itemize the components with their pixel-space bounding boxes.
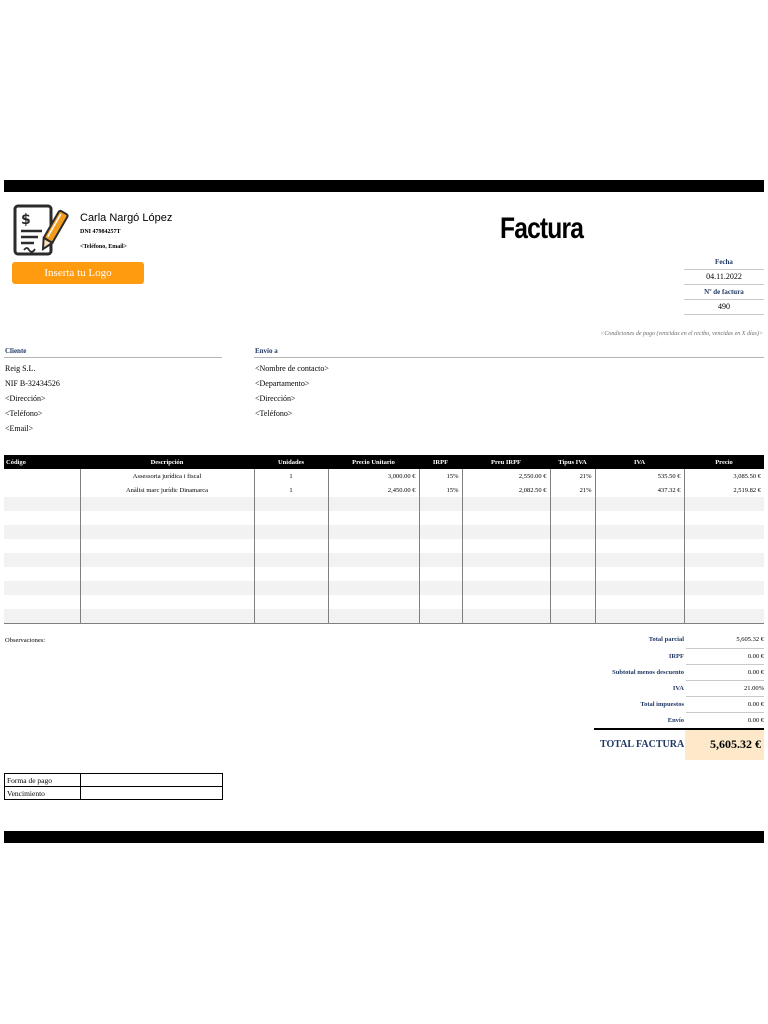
- cell-empty[interactable]: [684, 525, 764, 539]
- cell-empty[interactable]: [419, 609, 462, 624]
- cell-empty[interactable]: [595, 581, 684, 595]
- client-email: <Email>: [5, 424, 34, 433]
- cell-empty[interactable]: [462, 609, 550, 624]
- cell-empty[interactable]: [595, 511, 684, 525]
- cell-empty[interactable]: [419, 581, 462, 595]
- payment-method-row: [5, 774, 223, 787]
- total-taxes-value: 0.00 €: [747, 701, 764, 708]
- vat-rate-label: IVA: [672, 685, 684, 692]
- due-date-field[interactable]: [81, 787, 223, 800]
- cell-empty[interactable]: [684, 511, 764, 525]
- totals-divider: [686, 680, 764, 681]
- cell-empty[interactable]: [4, 497, 80, 511]
- cell-code[interactable]: [4, 469, 80, 483]
- discount-subtotal-label: Subtotal menos descuento: [612, 669, 684, 676]
- col-header-vat: IVA: [595, 455, 684, 469]
- cell-empty[interactable]: [595, 595, 684, 609]
- cell-irpf-price[interactable]: 2,550.00 €: [462, 469, 550, 483]
- items-table: [4, 455, 764, 624]
- svg-text:$: $: [21, 212, 31, 228]
- cell-empty[interactable]: [462, 539, 550, 553]
- ship-contact-name: <Nombre de contacto>: [255, 364, 329, 373]
- cell-empty[interactable]: [684, 553, 764, 567]
- due-date-label: Vencimiento: [5, 787, 81, 800]
- cell-units[interactable]: 1: [254, 469, 328, 483]
- cell-empty[interactable]: [80, 525, 254, 539]
- cell-empty[interactable]: [462, 553, 550, 567]
- bottom-divider-bar: [4, 831, 764, 843]
- totals-divider: [686, 664, 764, 665]
- subtotal-label: Total parcial: [648, 636, 684, 643]
- col-header-irpf: IRPF: [419, 455, 462, 469]
- cell-empty[interactable]: [254, 609, 328, 624]
- cell-empty[interactable]: [550, 567, 595, 581]
- cell-empty[interactable]: [550, 497, 595, 511]
- cell-price[interactable]: 2,519.82 €: [684, 483, 764, 497]
- meta-divider: [684, 314, 764, 315]
- cell-irpf-price[interactable]: 2,082.50 €: [462, 483, 550, 497]
- cell-empty[interactable]: [684, 581, 764, 595]
- table-row-empty: [4, 553, 764, 567]
- invoice-document-pen-icon: [12, 204, 70, 258]
- cell-unit-price[interactable]: 2,450.00 €: [328, 483, 419, 497]
- client-nif: NIF B-32434526: [5, 379, 60, 388]
- table-row-empty: [4, 567, 764, 581]
- totals-divider: [686, 712, 764, 713]
- cell-empty[interactable]: [595, 567, 684, 581]
- top-divider-bar: [4, 180, 764, 192]
- cell-empty[interactable]: [328, 567, 419, 581]
- ship-department: <Departamento>: [255, 379, 310, 388]
- invoice-number-label: Nº de factura: [704, 288, 744, 296]
- cell-empty[interactable]: [462, 595, 550, 609]
- cell-empty[interactable]: [595, 539, 684, 553]
- cell-empty[interactable]: [684, 539, 764, 553]
- items-header-row: [4, 455, 764, 469]
- cell-empty[interactable]: [80, 511, 254, 525]
- cell-empty[interactable]: [80, 567, 254, 581]
- cell-empty[interactable]: [80, 609, 254, 624]
- cell-empty[interactable]: [595, 525, 684, 539]
- client-address: <Dirección>: [5, 394, 46, 403]
- cell-empty[interactable]: [4, 595, 80, 609]
- cell-empty[interactable]: [684, 595, 764, 609]
- company-contact: <Teléfono, Email>: [80, 244, 127, 250]
- cell-empty[interactable]: [4, 581, 80, 595]
- cell-empty[interactable]: [419, 525, 462, 539]
- observations-label: Observaciones:: [5, 637, 46, 644]
- cell-irpf[interactable]: 15%: [419, 469, 462, 483]
- insert-logo-button[interactable]: Inserta tu Logo: [12, 262, 144, 284]
- col-header-vat-type: Tipus IVA: [550, 455, 595, 469]
- cell-empty[interactable]: [684, 567, 764, 581]
- ship-to-heading: Envío a: [255, 347, 278, 355]
- cell-empty[interactable]: [550, 511, 595, 525]
- totals-divider: [686, 696, 764, 697]
- cell-empty[interactable]: [4, 553, 80, 567]
- cell-vat[interactable]: 437.32 €: [595, 483, 684, 497]
- grand-total-value: 5,605.32 €: [710, 737, 761, 751]
- cell-empty[interactable]: [328, 581, 419, 595]
- cell-price[interactable]: 3,085.50 €: [684, 469, 764, 483]
- table-row: [4, 483, 764, 497]
- table-row: [4, 469, 764, 483]
- cell-empty[interactable]: [419, 497, 462, 511]
- company-dni: DNI 47984257T: [80, 229, 121, 235]
- cell-unit-price[interactable]: 3,000.00 €: [328, 469, 419, 483]
- col-header-units: Unidades: [254, 455, 328, 469]
- cell-empty[interactable]: [550, 581, 595, 595]
- cell-empty[interactable]: [80, 553, 254, 567]
- cell-empty[interactable]: [4, 525, 80, 539]
- cell-empty[interactable]: [328, 595, 419, 609]
- table-row-empty: [4, 581, 764, 595]
- cell-empty[interactable]: [80, 539, 254, 553]
- payment-info-table: [4, 773, 223, 800]
- cell-description[interactable]: Anàlisi marc jurídic Dinamarca: [80, 483, 254, 497]
- cell-vat-type[interactable]: 21%: [550, 483, 595, 497]
- cell-empty[interactable]: [462, 581, 550, 595]
- cell-empty[interactable]: [419, 539, 462, 553]
- cell-empty[interactable]: [595, 553, 684, 567]
- cell-empty[interactable]: [550, 539, 595, 553]
- cell-empty[interactable]: [80, 595, 254, 609]
- due-date-row: [5, 787, 223, 800]
- cell-empty[interactable]: [550, 553, 595, 567]
- table-row-empty: [4, 595, 764, 609]
- grand-total-label: TOTAL FACTURA: [600, 739, 685, 750]
- cell-irpf[interactable]: 15%: [419, 483, 462, 497]
- col-header-price: Precio: [684, 455, 764, 469]
- meta-divider: [684, 284, 764, 285]
- col-header-unit-price: Precio Unitario: [328, 455, 419, 469]
- cell-empty[interactable]: [4, 539, 80, 553]
- cell-empty[interactable]: [419, 595, 462, 609]
- cell-empty[interactable]: [328, 511, 419, 525]
- table-row-empty: [4, 609, 764, 624]
- table-row-empty: [4, 539, 764, 553]
- cell-empty[interactable]: [462, 567, 550, 581]
- client-phone: <Teléfono>: [5, 409, 43, 418]
- client-divider: [4, 357, 222, 358]
- ship-to-divider: [254, 357, 764, 358]
- cell-empty[interactable]: [462, 525, 550, 539]
- payment-terms: <Condiciones de pago (vencidas en el recibo, vencidas en X días)>: [600, 331, 763, 337]
- date-label: Fecha: [715, 258, 733, 266]
- cell-empty[interactable]: [462, 497, 550, 511]
- cell-empty[interactable]: [80, 497, 254, 511]
- cell-empty[interactable]: [419, 511, 462, 525]
- table-row-empty: [4, 497, 764, 511]
- cell-empty[interactable]: [254, 553, 328, 567]
- subtotal-value: 5,605.32 €: [736, 636, 764, 643]
- cell-empty[interactable]: [328, 609, 419, 624]
- col-header-code: Código: [4, 455, 80, 469]
- cell-empty[interactable]: [550, 595, 595, 609]
- cell-empty[interactable]: [254, 595, 328, 609]
- meta-divider: [684, 299, 764, 300]
- cell-empty[interactable]: [254, 525, 328, 539]
- invoice-date: 04.11.2022: [706, 272, 742, 281]
- cell-empty[interactable]: [462, 511, 550, 525]
- cell-units[interactable]: 1: [254, 483, 328, 497]
- irpf-total-value: 0.00 €: [747, 653, 764, 660]
- table-row-empty: [4, 525, 764, 539]
- invoice-number: 490: [718, 302, 730, 311]
- cell-code[interactable]: [4, 483, 80, 497]
- cell-empty[interactable]: [595, 497, 684, 511]
- cell-empty[interactable]: [328, 525, 419, 539]
- company-name: Carla Nargó López: [80, 212, 173, 224]
- cell-empty[interactable]: [254, 567, 328, 581]
- cell-empty[interactable]: [419, 553, 462, 567]
- cell-empty[interactable]: [254, 497, 328, 511]
- shipping-label: Envío: [667, 717, 684, 724]
- cell-empty[interactable]: [328, 553, 419, 567]
- payment-method-field[interactable]: [81, 774, 223, 787]
- cell-empty[interactable]: [4, 567, 80, 581]
- cell-vat-type[interactable]: 21%: [550, 469, 595, 483]
- client-name: Reig S.L.: [5, 364, 36, 373]
- cell-empty[interactable]: [328, 539, 419, 553]
- payment-method-label: Forma de pago: [5, 774, 81, 787]
- irpf-total-label: IRPF: [668, 653, 684, 660]
- cell-empty[interactable]: [595, 609, 684, 624]
- col-header-description: Descripción: [80, 455, 254, 469]
- cell-empty[interactable]: [550, 609, 595, 624]
- cell-empty[interactable]: [550, 525, 595, 539]
- cell-empty[interactable]: [328, 497, 419, 511]
- client-heading: Cliente: [5, 347, 27, 355]
- cell-empty[interactable]: [254, 581, 328, 595]
- table-row-empty: [4, 511, 764, 525]
- vat-rate-value: 21.00%: [743, 685, 764, 692]
- invoice-title: Factura: [500, 212, 584, 245]
- ship-phone: <Teléfono>: [255, 409, 293, 418]
- cell-empty[interactable]: [419, 567, 462, 581]
- cell-empty[interactable]: [254, 539, 328, 553]
- meta-divider: [684, 269, 764, 270]
- shipping-value: 0.00 €: [747, 717, 764, 724]
- col-header-irpf-price: Preu IRPF: [462, 455, 550, 469]
- cell-empty[interactable]: [4, 511, 80, 525]
- cell-description[interactable]: Assessoria jurídica i fiscal: [80, 469, 254, 483]
- cell-vat[interactable]: 535.50 €: [595, 469, 684, 483]
- total-taxes-label: Total impuestos: [640, 701, 684, 708]
- totals-divider: [686, 648, 764, 649]
- cell-empty[interactable]: [80, 581, 254, 595]
- cell-empty[interactable]: [684, 497, 764, 511]
- cell-empty[interactable]: [684, 609, 764, 624]
- discount-subtotal-value: 0.00 €: [747, 669, 764, 676]
- cell-empty[interactable]: [254, 511, 328, 525]
- ship-address: <Dirección>: [255, 394, 296, 403]
- cell-empty[interactable]: [4, 609, 80, 624]
